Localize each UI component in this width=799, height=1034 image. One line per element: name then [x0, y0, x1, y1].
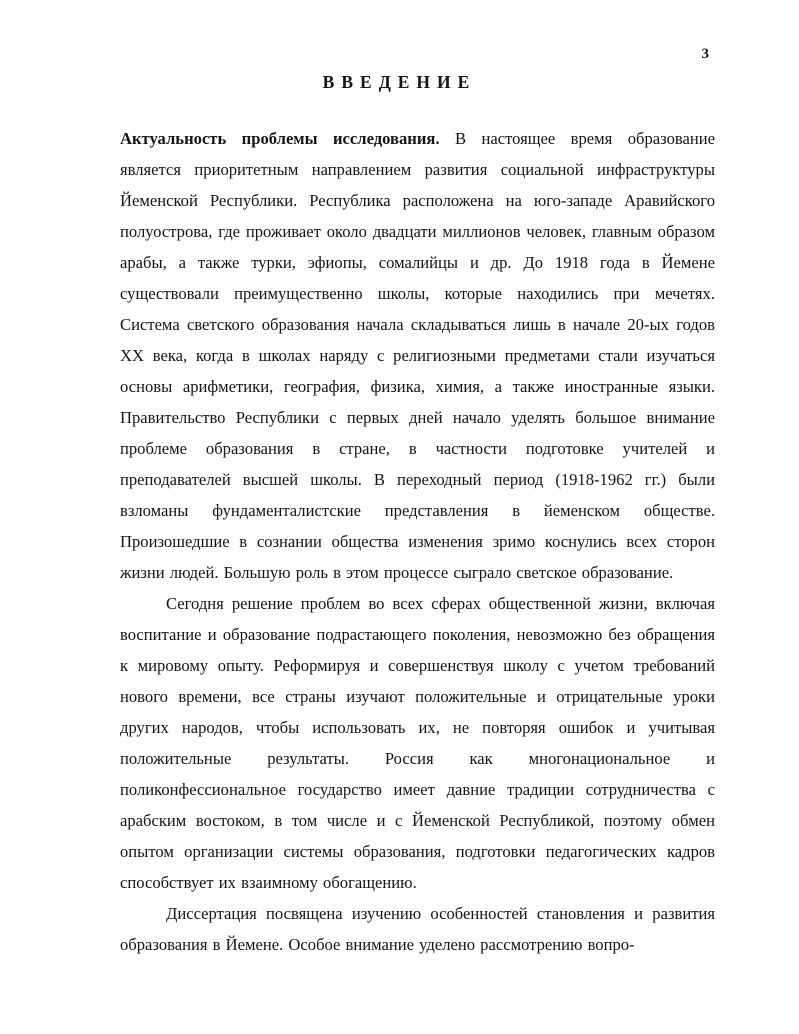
page-number: 3 [701, 46, 709, 62]
page-title: ВВЕДЕНИЕ [322, 72, 477, 92]
paragraph-text: В настоящее время образование является приоритетным направлением развития социальной инфраструктуры Йеменской Республики. Республика расположена на юго-западе Аравийского полуострова, где проживает около двадцати миллионов человек, главным образом арабы, а также турки, эфиопы, сомалийцы и др. До 1918 года в Йемене существовали преимущественно школы, которые находились при мечетях. Система светского образования начала складываться лишь в начале 20-ых годов XX века, когда в школах наряду с религиозными предметами стали изучаться основы арифметики, география, физика, химия, а также иностранные языки. Правительство Республики с первых дней начало уделять большое внимание проблеме образования в стране, в частности подготовке учителей и преподавателей высшей школы. В переходный период (1918-1962 гг.) были взломаны фундаменталистские представления в йеменском обществе. Произошедшие в сознании общества изменения зримо коснулись всех сторон жизни людей. Большую роль в этом процессе сыграло светское образование. [120, 129, 715, 582]
paragraph-lead-bold: Актуальность проблемы исследования. [120, 129, 440, 148]
document-body [120, 123, 715, 960]
paragraph-text: Сегодня решение проблем во всех сферах общественной жизни, включая воспитание и образование подрастающего поколения, невозможно без обращения к мировому опыту. Реформируя и совершенствуя школу с учетом требований нового времени, все страны изучают положительные и отрицательные уроки других народов, чтобы использовать их, не повторяя ошибок и учитывая положительные результаты. Россия как многонациональное и поликонфессиональное государство имеет давние традиции сотрудничества с арабским востоком, в том числе и с Йеменской Республикой, поэтому обмен опытом организации системы образования, подготовки педагогических кадров способствует их взаимному обогащению. [120, 594, 715, 892]
paragraph-world-experience [120, 588, 715, 898]
paragraph-dissertation [120, 898, 715, 960]
paragraph-introduction [120, 123, 715, 588]
paragraph-text: Диссертация посвящена изучению особенностей становления и развития образования в Йемене. Особое внимание уделено рассмотрению вопро- [120, 904, 715, 954]
